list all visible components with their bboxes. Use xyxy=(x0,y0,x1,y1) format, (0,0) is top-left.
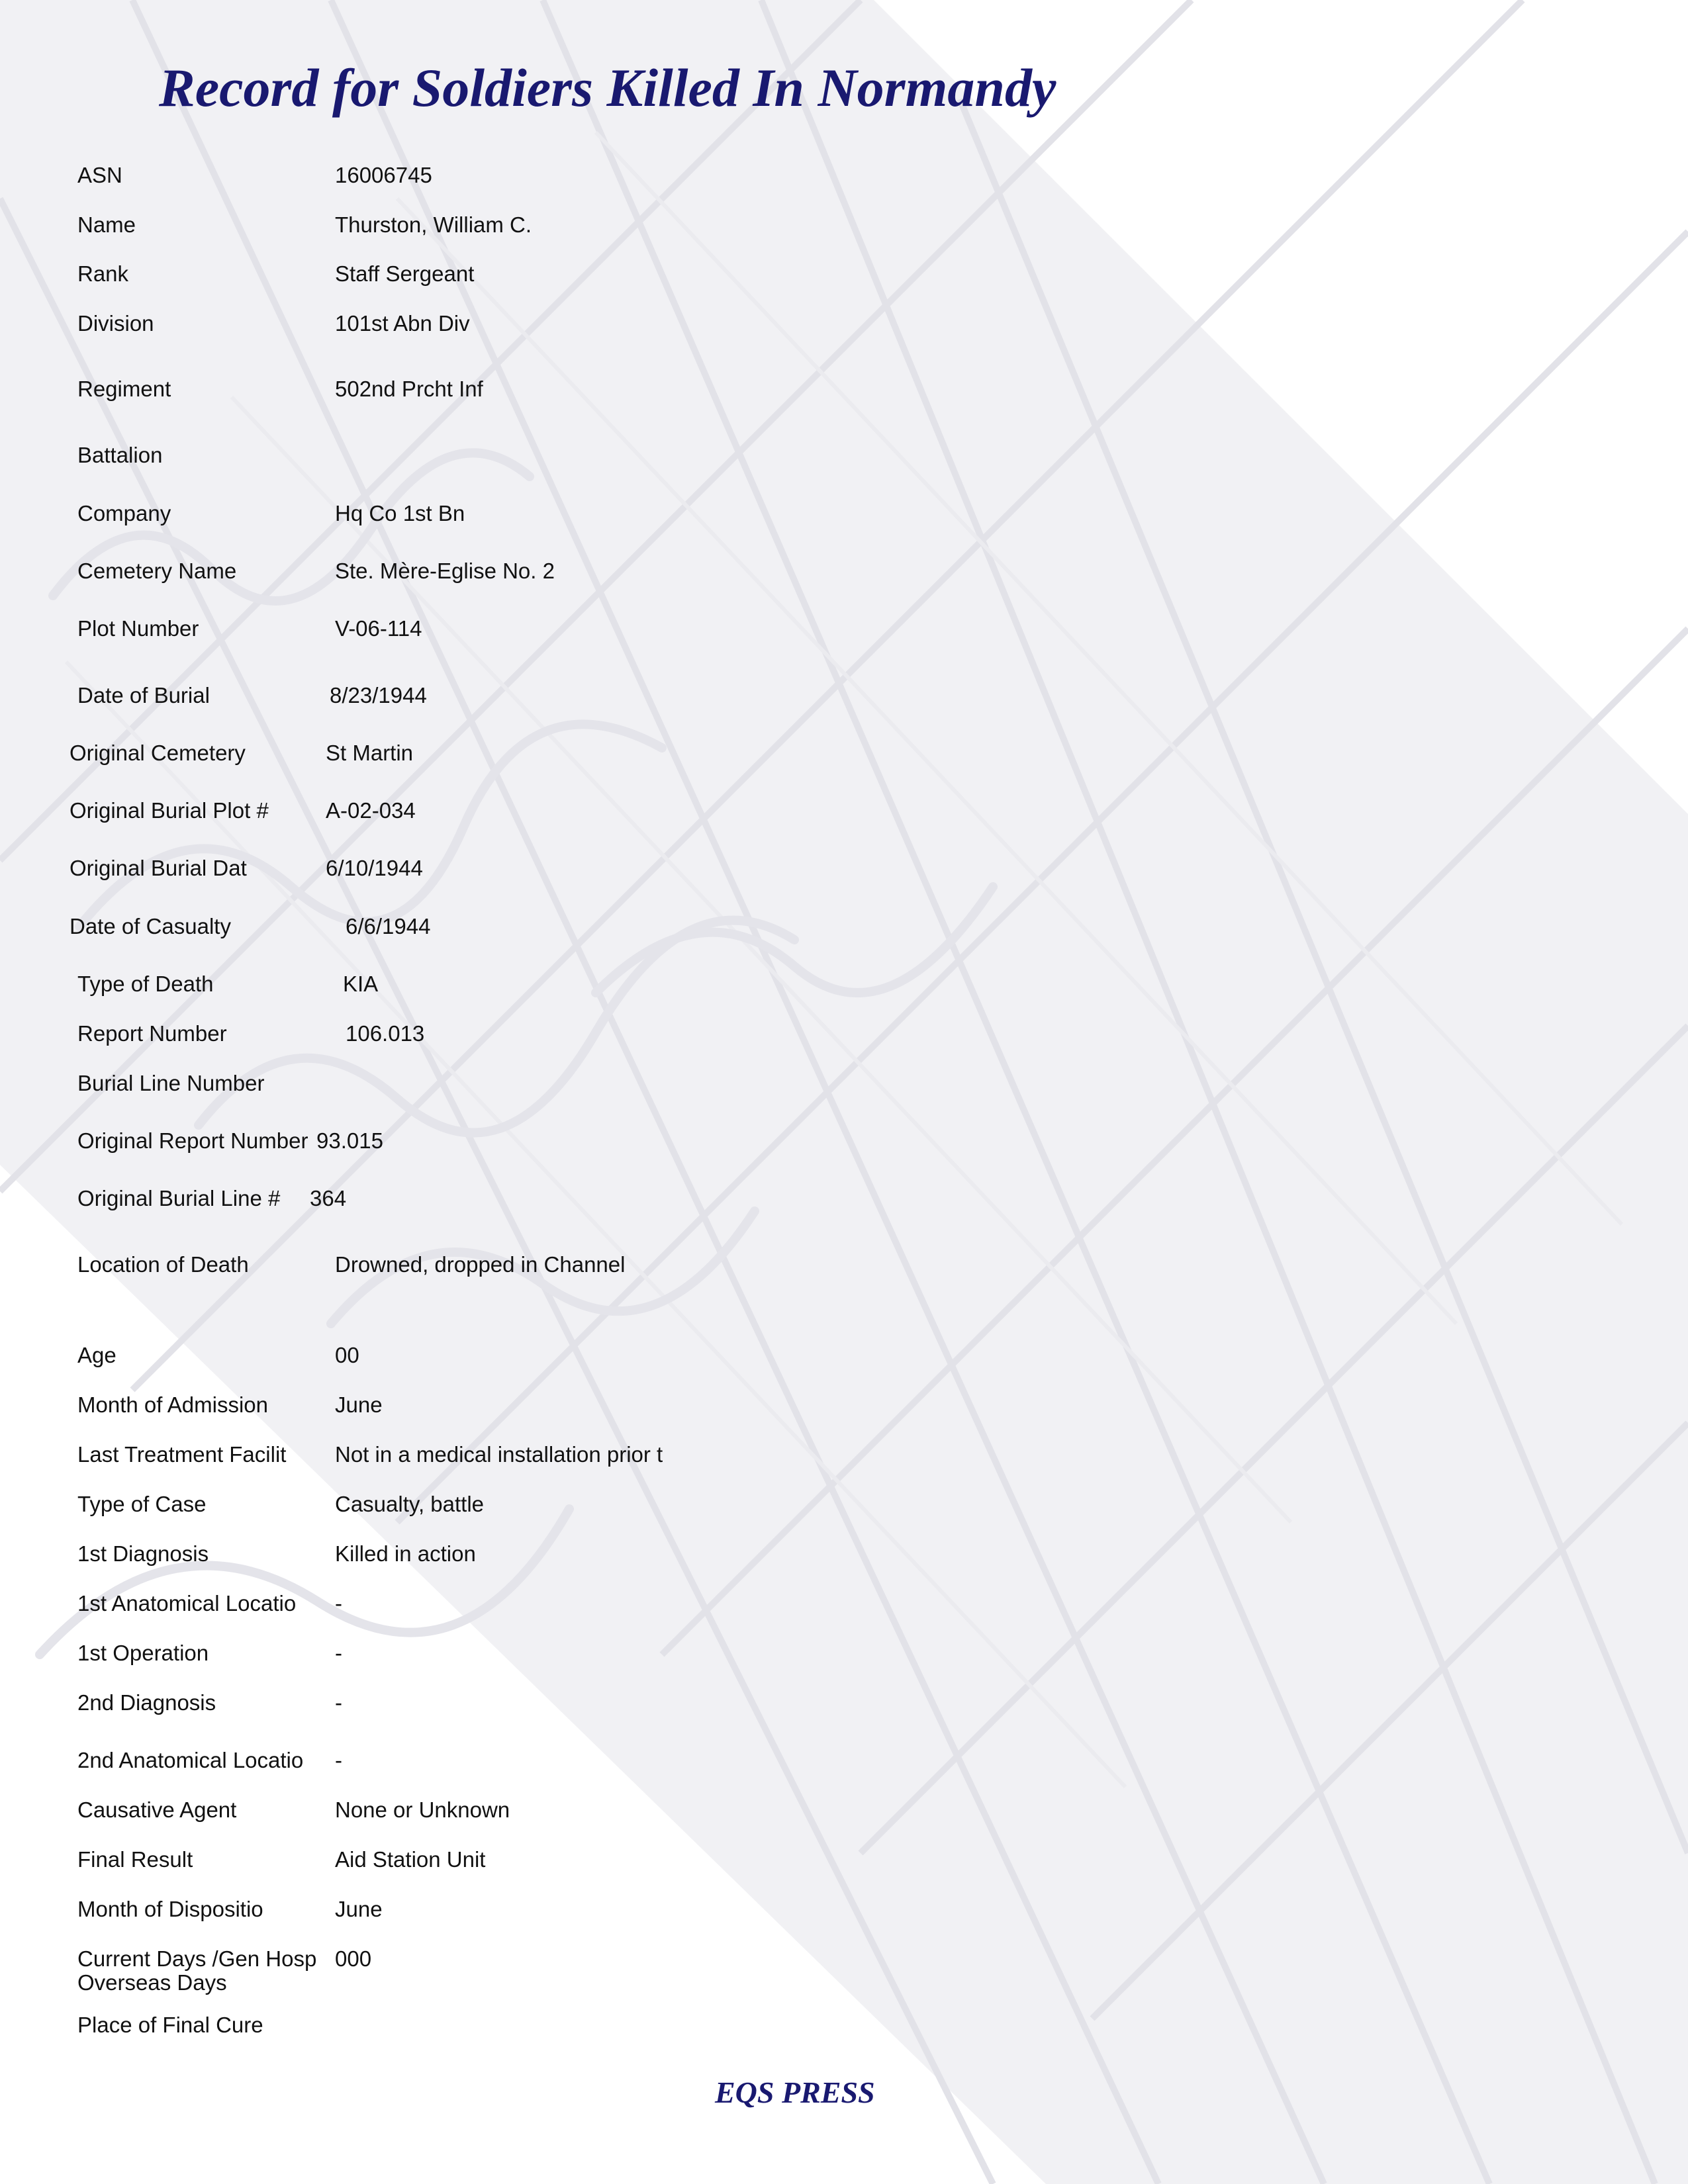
publisher-footer: EQS PRESS xyxy=(715,2075,875,2109)
field-value: 00 xyxy=(335,1343,359,1367)
field-row xyxy=(0,913,1059,953)
field-row xyxy=(0,1021,1059,1060)
field-row xyxy=(0,1846,1059,1886)
field-label: Date of Burial xyxy=(77,683,210,707)
field-label: Date of Casualty xyxy=(70,914,231,938)
field-value: 6/10/1944 xyxy=(326,856,423,880)
field-row xyxy=(0,1070,1059,1110)
field-value: 6/6/1944 xyxy=(346,914,431,938)
field-row xyxy=(0,1251,1059,1291)
field-row xyxy=(0,740,1059,780)
field-label: Company xyxy=(77,501,171,525)
field-label: 2nd Anatomical Locatio xyxy=(77,1748,304,1772)
field-row xyxy=(0,1342,1059,1382)
field-value: St Martin xyxy=(326,741,414,765)
field-label: Report Number xyxy=(77,1021,227,1046)
field-label: 1st Anatomical Locatio xyxy=(77,1591,297,1615)
field-row xyxy=(0,500,1059,540)
field-value: Killed in action xyxy=(335,1541,476,1566)
field-value: June xyxy=(335,1392,383,1417)
field-row xyxy=(0,310,1059,350)
field-row xyxy=(0,682,1059,722)
field-row xyxy=(0,1797,1059,1837)
field-value: 106.013 xyxy=(346,1021,425,1046)
field-value: A-02-034 xyxy=(326,798,416,823)
field-value: 93.015 xyxy=(316,1128,383,1153)
field-value: KIA xyxy=(343,972,379,996)
field-value: Not in a medical installation prior t xyxy=(335,1442,663,1467)
field-row xyxy=(0,261,1059,300)
field-value: June xyxy=(335,1897,383,1921)
field-row xyxy=(0,1392,1059,1432)
field-row xyxy=(0,442,1059,482)
field-value: V-06-114 xyxy=(335,616,422,641)
field-label: ASN xyxy=(77,163,122,187)
field-value: 000 xyxy=(335,1946,372,1971)
field-label: Month of Admission xyxy=(77,1392,268,1417)
field-row xyxy=(0,1896,1059,1936)
field-row xyxy=(0,1491,1059,1531)
field-value: Hq Co 1st Bn xyxy=(335,501,465,525)
field-label: Current Days /Gen Hosp xyxy=(77,1946,317,1971)
field-row xyxy=(0,1185,1059,1225)
field-label: Regiment xyxy=(77,377,171,401)
field-row xyxy=(0,615,1059,655)
field-label: Original Burial Plot # xyxy=(70,798,269,823)
field-label: Division xyxy=(77,311,154,336)
field-label: Causative Agent xyxy=(77,1797,237,1822)
field-row xyxy=(0,212,1059,251)
field-label: 2nd Diagnosis xyxy=(77,1690,216,1715)
field-value: Casualty, battle xyxy=(335,1492,485,1516)
field-value: Ste. Mère-Eglise No. 2 xyxy=(335,559,555,583)
field-value: Drowned, dropped in Channel xyxy=(335,1252,626,1277)
field-label: Type of Case xyxy=(77,1492,207,1516)
field-row xyxy=(0,1541,1059,1580)
field-label: Overseas Days xyxy=(77,1970,227,1995)
field-value: - xyxy=(335,1748,342,1772)
field-label: Original Cemetery xyxy=(70,741,246,765)
field-row xyxy=(0,1690,1059,1729)
field-label: Month of Dispositio xyxy=(77,1897,263,1921)
field-row xyxy=(0,162,1059,202)
field-label: Final Result xyxy=(77,1847,193,1872)
field-label: Place of Final Cure xyxy=(77,2013,263,2037)
field-row xyxy=(0,1128,1059,1167)
field-label: Plot Number xyxy=(77,616,199,641)
field-row xyxy=(0,1970,1059,2009)
field-label: Battalion xyxy=(77,443,163,467)
field-label: 1st Diagnosis xyxy=(77,1541,209,1566)
field-label: Name xyxy=(77,212,136,237)
field-value: 502nd Prcht Inf xyxy=(335,377,483,401)
field-value: 101st Abn Div xyxy=(335,311,470,336)
field-label: Cemetery Name xyxy=(77,559,237,583)
field-label: Location of Death xyxy=(77,1252,249,1277)
field-row xyxy=(0,1640,1059,1680)
field-row xyxy=(0,2012,1059,2052)
page-title: Record for Soldiers Killed In Normandy xyxy=(159,58,1056,118)
field-row xyxy=(0,855,1059,895)
field-label: Original Burial Line # xyxy=(77,1186,281,1210)
field-row xyxy=(0,376,1059,416)
field-value: - xyxy=(335,1690,342,1715)
field-label: Burial Line Number xyxy=(77,1071,265,1095)
field-row xyxy=(0,1441,1059,1481)
field-value: 8/23/1944 xyxy=(330,683,427,707)
field-row xyxy=(0,971,1059,1011)
field-value: None or Unknown xyxy=(335,1797,510,1822)
field-label: Original Burial Dat xyxy=(70,856,247,880)
field-value: 16006745 xyxy=(335,163,432,187)
field-label: Rank xyxy=(77,261,129,286)
field-row xyxy=(0,797,1059,837)
field-label: Original Report Number xyxy=(77,1128,308,1153)
field-value: Aid Station Unit xyxy=(335,1847,486,1872)
field-value: - xyxy=(335,1591,342,1615)
field-label: Last Treatment Facilit xyxy=(77,1442,287,1467)
field-value: Thurston, William C. xyxy=(335,212,532,237)
field-row xyxy=(0,1590,1059,1630)
field-value: - xyxy=(335,1641,342,1665)
field-value: 364 xyxy=(310,1186,347,1210)
field-label: Type of Death xyxy=(77,972,214,996)
field-row xyxy=(0,1747,1059,1787)
field-value: Staff Sergeant xyxy=(335,261,475,286)
field-label: Age xyxy=(77,1343,117,1367)
field-row xyxy=(0,558,1059,598)
field-label: 1st Operation xyxy=(77,1641,209,1665)
